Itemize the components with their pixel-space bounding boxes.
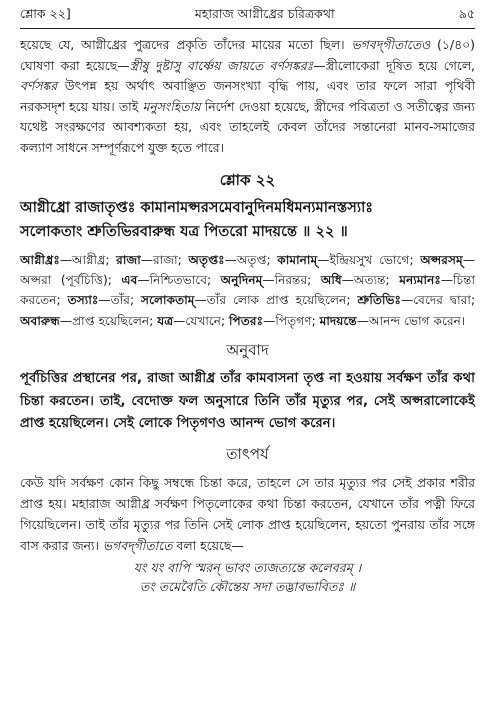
purport-heading: তাৎপর্য bbox=[226, 445, 269, 464]
verse-reference: শ্লোক ২২] bbox=[20, 6, 71, 21]
synonym-meaning: নিরন্তর bbox=[274, 272, 308, 287]
verse-title: শ্লোক ২২ bbox=[219, 170, 276, 189]
translation-text: পূর্বচিত্তির প্রস্থানের পর, রাজা আগ্নীধ্র তাঁর কামবাসনা তৃপ্ত না হওয়ায় সর্বক্ষণ তাঁর কথা চিন্তা করতেন। তাই, বেদোক্ত ফল অনুসারে তিনি তাঁর মৃত্যুর পর, সেই অপ্সরালোকেই প্রাপ্ত হয়েছিলেন। সেই লোকে পিতৃগণও আনন্দ ভোগ করেন। bbox=[20, 371, 475, 431]
synonym-meaning: চিন্তা করতেন bbox=[20, 272, 476, 308]
sanskrit-verse bbox=[20, 196, 475, 244]
synonym-meaning: প্রাপ্ত হয়েছিলেন bbox=[72, 313, 150, 328]
synonym-word: অধি bbox=[320, 272, 342, 287]
gita-quote bbox=[20, 558, 475, 596]
header-rule bbox=[20, 28, 475, 29]
synonym-word: সলোকতাম্‌ bbox=[141, 293, 195, 308]
purport-text: কেউ যদি সর্বক্ষণ কোন কিছু সম্বন্ধে চিন্তা করে, তাহলে সে তার মৃত্যুর পর সেই প্রকার শরীর প্রাপ্ত হয়। মহারাজ আগ্নীধ্র সর্বক্ষণ পিতৃলোকের কথা চিন্তা করতেন, যেখানে তাঁর পত্নী ফিরে গিয়েছিলেন। তাই তাঁর মৃত্যুর পর তিনি সেই লোক প্রাপ্ত হয়েছিলেন, হয়তো পুনরায় তাঁর সঙ্গে বাস করার জন্য। ভগবদ্‌গীতাতে বলা হয়েছে— bbox=[20, 475, 475, 554]
synonym-meaning: অত্যন্ত bbox=[353, 272, 386, 287]
synonym-word: মন্যমানঃ bbox=[399, 272, 441, 287]
synonym-word: অতৃপ্তঃ bbox=[188, 252, 225, 267]
synonym-word: মাদয়ন্তে bbox=[319, 313, 357, 328]
synonym-word: এব bbox=[121, 272, 138, 287]
synonym-word: যত্র bbox=[157, 313, 174, 328]
quote-line: তং তমেবৈতি কৌন্তেয় সদা তদ্ভাবভাবিতঃ ॥ bbox=[139, 579, 356, 595]
synonym-meaning: বেদের দ্বারা bbox=[413, 293, 471, 308]
synonym-meaning: অতৃপ্ত bbox=[236, 252, 267, 267]
synonym-word: পিতরঃ bbox=[229, 313, 264, 328]
synonym-meaning: তাঁর bbox=[110, 293, 130, 308]
running-title: মহারাজ আগ্নীধ্রের চরিত্রকথা bbox=[194, 6, 335, 21]
synonym-word: আগ্নীধ্রঃ bbox=[20, 252, 60, 267]
intro-paragraph: হয়েছে যে, আগ্নীধ্রের পুত্রদের প্রকৃতি তাঁদের মায়ের মতো ছিল। ভগবদ্‌গীতাতেও (১/৪০) ঘোষণা করা হয়েছে—স্ত্রীষু দুষ্টাসু বার্ষ্ণেয় জায়তে বর্ণসঙ্করঃ—স্ত্রীলোকেরা দূষিত হয়ে গেলে, বর্ণসঙ্কর উৎপন্ন হয় অর্থাৎ অবাঞ্ছিত জনসংখ্যা বৃদ্ধি পায়, এবং তার ফলে সারা পৃথিবী নরকসদৃশ হয়ে যায়। তাই মনুসংহিতায় নির্দেশ দেওয়া হয়েছে, স্ত্রীদের পবিত্রতা ও সতীত্বের জন্য যথেষ্ট সংরক্ষণের আবশ্যকতা হয়, এবং তাহলেই কেবল তাঁদের সন্তানেরা মানব-সমাজের কল্যাণ সাধনে সম্পূর্ণরূপে যুক্ত হতে পারে। bbox=[20, 37, 475, 155]
word-for-word-synonyms: আগ্নীধ্রঃ—আগ্নীধ্র; রাজা—রাজা; অতৃপ্তঃ—অতৃপ্ত; কামানাম্‌—ইন্দ্রিয়সুখ ভোগে; অপ্সরসম্‌—অপ্সরা (পূর্বচিত্তি); এব—নিশ্চিতভাবে; অনুদিনম্‌—নিরন্তর; অধি—অত্যন্ত; মন্যমানঃ—চিন্তা করতেন; তস্যাঃ—তাঁর; সলোকতাম্‌—তাঁর লোক প্রাপ্ত হয়েছিলেন; শ্রুতিভিঃ—বেদের দ্বারা; অবারুন্ধ—প্রাপ্ত হয়েছিলেন; যত্র—যেখানে; পিতরঃ—পিতৃগণ; মাদয়ন্তে—আনন্দ ভোগ করেন। bbox=[20, 252, 476, 328]
page-number: ৯৫ bbox=[458, 6, 475, 21]
synonym-meaning: আনন্দ ভোগ করেন bbox=[368, 313, 461, 328]
synonym-meaning: তাঁর লোক প্রাপ্ত হয়েছিলেন bbox=[206, 293, 347, 308]
synonym-word: অবারুন্ধ bbox=[20, 313, 60, 328]
synonym-meaning: ইন্দ্রিয়সুখ ভোগে bbox=[329, 252, 410, 267]
synonym-meaning: আগ্নীধ্র bbox=[72, 252, 106, 267]
synonym-word: কামানাম্‌ bbox=[277, 252, 318, 267]
synonym-word: অপ্সরসম্‌ bbox=[420, 252, 463, 267]
translation-heading: অনুবাদ bbox=[226, 341, 269, 360]
synonym-word: শ্রুতিভিঃ bbox=[357, 293, 402, 308]
synonym-meaning: পিতৃগণ bbox=[275, 313, 312, 328]
synonym-meaning: রাজা bbox=[152, 252, 178, 267]
synonym-word: তস্যাঃ bbox=[67, 293, 99, 308]
synonym-meaning: নিশ্চিতভাবে bbox=[149, 272, 207, 287]
quote-line: যং যং বাপি স্মরন্‌ ভাবং ত্যজত্যন্তে কলেবরম্‌ । bbox=[133, 560, 362, 576]
synonym-meaning: অপ্সরা (পূর্বচিত্তি) bbox=[20, 272, 108, 287]
synonym-word: রাজা bbox=[116, 252, 141, 267]
synonym-word: অনুদিনম্‌ bbox=[220, 272, 263, 287]
synonym-meaning: যেখানে bbox=[185, 313, 222, 328]
verse-line: সলোকতাং শ্রুতিভিরবারুন্ধ যত্র পিতরো মাদয়ন্তে ॥ ২২ ॥ bbox=[20, 222, 348, 240]
page-header bbox=[20, 6, 475, 26]
verse-line: আগ্নীধ্রো রাজাতৃপ্তঃ কামানামপ্সরসমেবানুদিনমধিমন্যমানস্তস্যাঃ bbox=[20, 198, 374, 216]
